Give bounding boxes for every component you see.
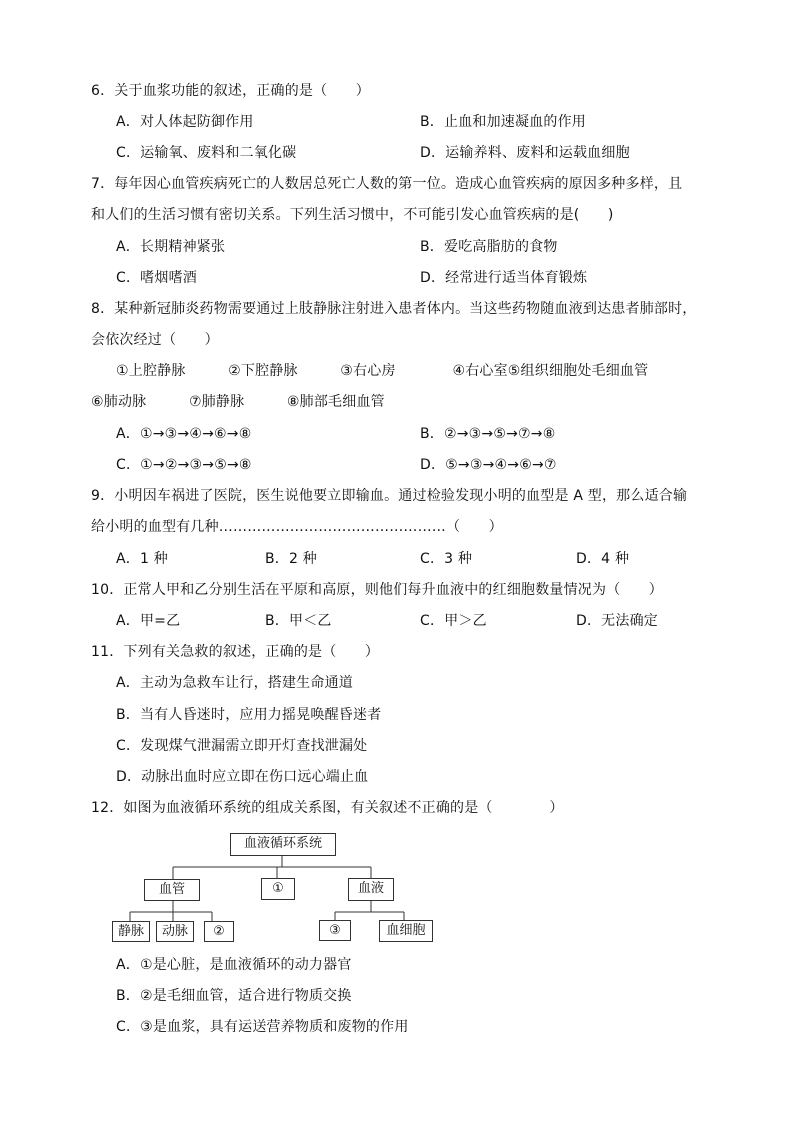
- diagram-node-root: 血液循环系统: [230, 833, 336, 856]
- q12-option-a: A．①是心脏，是血液循环的动力器官: [116, 957, 352, 973]
- q7-stem-line1: 7．每年因心血管疾病死亡的人数居总死亡人数的第一位。造成心血管疾病的原因多种多样，且: [91, 176, 683, 192]
- q11-stem: 11．下列有关急救的叙述，正确的是（ ）: [91, 644, 380, 660]
- diagram-node-vessel: 血管: [144, 879, 200, 901]
- q10-stem: 10．正常人甲和乙分别生活在平原和高原，则他们每升血液中的红细胞数量情况为（ ）: [91, 582, 664, 598]
- q7-stem-line2: 和人们的生活习惯有密切关系。下列生活习惯中，不可能引发心血管疾病的是( ): [91, 207, 614, 223]
- q10-option-b: B．甲＜乙: [265, 613, 332, 629]
- q7-option-c: C．嗜烟嗜酒: [116, 270, 197, 286]
- q6-option-d: D．运输养料、废料和运载血细胞: [420, 145, 630, 161]
- q9-option-a: A．1 种: [116, 551, 168, 567]
- q8-option-c: C．①→②→③→⑤→⑧: [116, 457, 252, 473]
- q6-stem: 6．关于血浆功能的叙述，正确的是（ ）: [91, 83, 370, 99]
- diagram-node-artery: 动脉: [156, 921, 194, 942]
- q6-option-c: C．运输氧、废料和二氧化碳: [116, 145, 297, 161]
- q7-option-b: B．爱吃高脂肪的食物: [420, 239, 558, 255]
- diagram-node-3: ③: [319, 920, 351, 941]
- q9-stem-line1: 9．小明因车祸进了医院，医生说他要立即输血。通过检验发现小明的血型是 A 型，那么适合输: [91, 488, 688, 504]
- q9-option-b: B．2 种: [265, 551, 317, 567]
- q9-option-c: C．3 种: [420, 551, 473, 567]
- diagram-node-cells: 血细胞: [379, 920, 433, 942]
- diagram-node-2: ②: [204, 921, 234, 942]
- diagram-node-blood: 血液: [348, 878, 394, 901]
- q8-option-a: A．①→③→④→⑥→⑧: [116, 426, 252, 442]
- q8-option-b: B．②→③→⑤→⑦→⑧: [420, 426, 556, 442]
- q6-option-a: A．对人体起防御作用: [116, 114, 254, 130]
- diagram-node-1: ①: [261, 878, 295, 900]
- blood-circulation-diagram: [110, 828, 440, 948]
- q8-stem-line2: 会依次经过（ ）: [91, 332, 219, 348]
- q11-option-c: C．发现煤气泄漏需立即开灯查找泄漏处: [116, 738, 368, 754]
- q7-option-a: A．长期精神紧张: [116, 239, 226, 255]
- q8-items-line1: ①上腔静脉 ②下腔静脉 ③右心房 ④右心室⑤组织细胞处毛细血管: [116, 363, 649, 379]
- q6-option-b: B．止血和加速凝血的作用: [420, 114, 587, 130]
- diagram-node-vein: 静脉: [112, 921, 150, 942]
- q8-option-d: D．⑤→③→④→⑥→⑦: [420, 457, 557, 473]
- q11-option-b: B．当有人昏迷时，应用力摇晃唤醒昏迷者: [116, 707, 382, 723]
- q11-option-a: A．主动为急救车让行，搭建生命通道: [116, 675, 353, 691]
- q10-option-d: D．无法确定: [576, 613, 658, 629]
- q12-option-c: C．③是血浆，具有运送营养物质和废物的作用: [116, 1019, 409, 1035]
- q7-option-d: D．经常进行适当体育锻炼: [420, 270, 588, 286]
- q9-option-d: D．4 种: [576, 551, 630, 567]
- q12-stem: 12．如图为血液循环系统的组成关系图，有关叙述不正确的是（ ）: [91, 800, 564, 816]
- q8-stem-line1: 8．某种新冠肺炎药物需要通过上肢静脉注射进入患者体内。当这些药物随血液到达患者肺部时，: [91, 301, 697, 317]
- q9-stem-line2: 给小明的血型有几种…………………………………………（ ）: [91, 519, 503, 535]
- q12-option-b: B．②是毛细血管，适合进行物质交换: [116, 988, 352, 1004]
- q10-option-c: C．甲＞乙: [420, 613, 487, 629]
- q8-items-line2: ⑥肺动脉 ⑦肺静脉 ⑧肺部毛细血管: [91, 394, 385, 410]
- q11-option-d: D．动脉出血时应立即在伤口远心端止血: [116, 769, 369, 785]
- q10-option-a: A．甲=乙: [116, 613, 181, 629]
